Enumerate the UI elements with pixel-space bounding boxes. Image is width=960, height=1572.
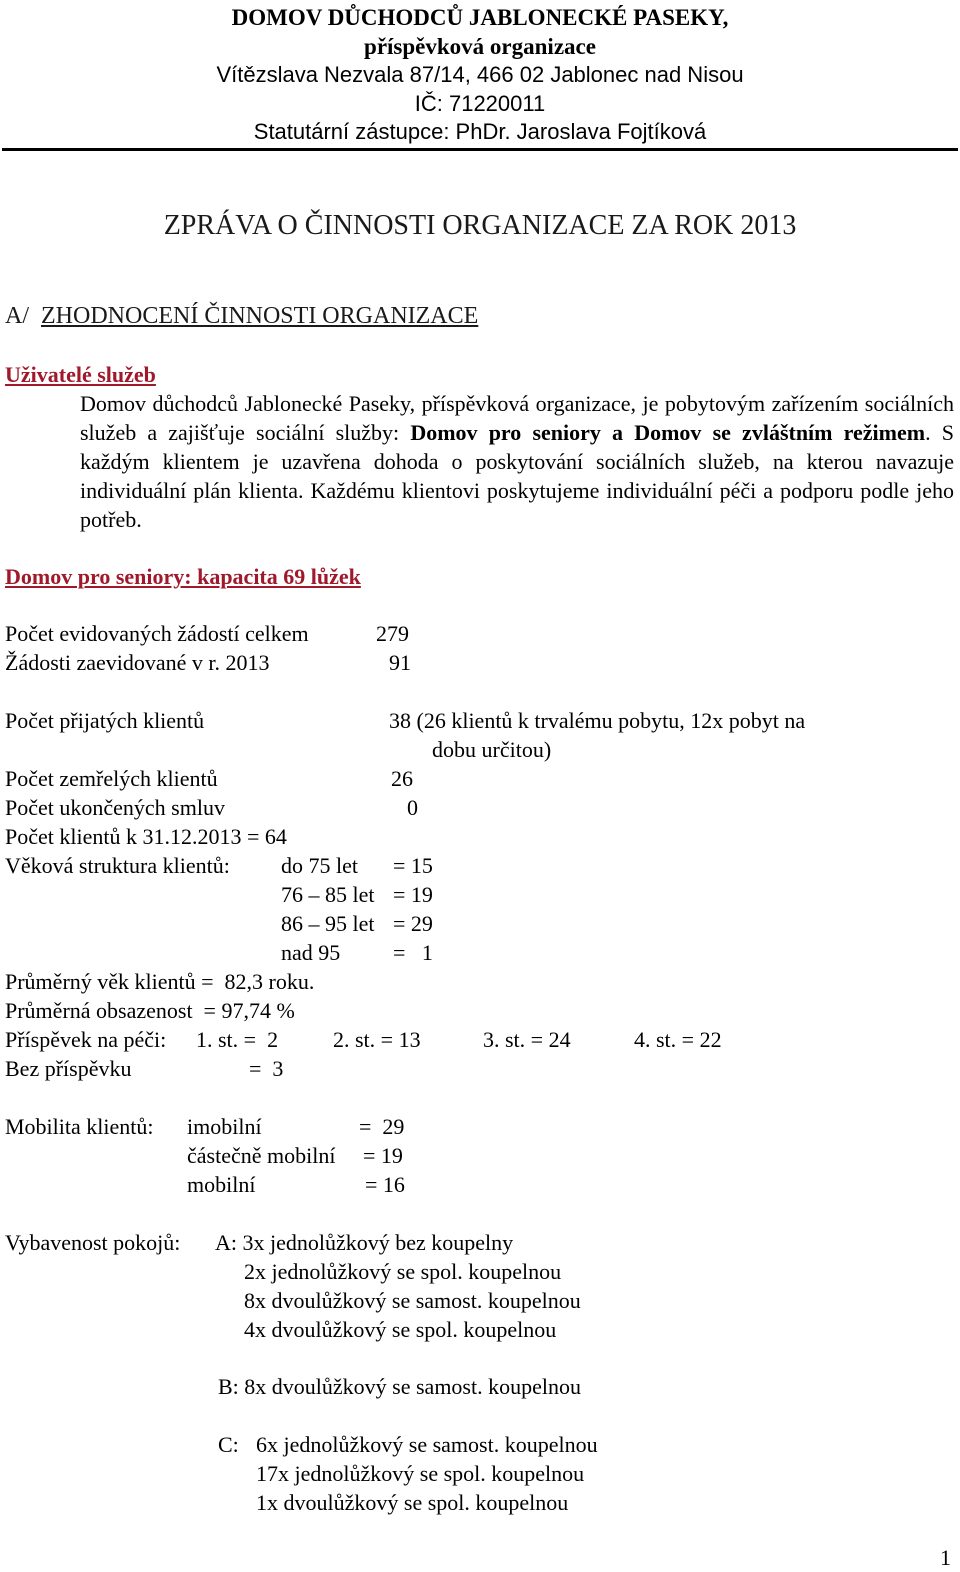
org-ic: IČ: 71220011 xyxy=(414,91,546,116)
section-a-prefix: A/ xyxy=(5,303,29,329)
rooms-a-line: A: 3x jednolůžkový bez koupelny xyxy=(215,1230,514,1255)
section-a-title: ZHODNOCENÍ ČINNOSTI ORGANIZACE xyxy=(41,303,479,329)
users-intro-rest: . S každým klientem je uzavřena dohoda o poskytování sociálních služeb, na kterou navazuje individuální plán klienta. Každému klientovi poskytujeme individuální péči a podporu podle jeho potřeb. xyxy=(80,420,954,532)
age-range: 86 – 95 let xyxy=(281,911,375,936)
care-level: 1. st. = 2 xyxy=(196,1027,279,1052)
header-divider xyxy=(2,148,958,151)
deceased-label: Počet zemřelých klientů xyxy=(5,766,218,791)
requests-year-value: 91 xyxy=(389,650,411,675)
clients-at-date: Počet klientů k 31.12.2013 = 64 xyxy=(5,824,287,849)
average-age: Průměrný věk klientů = 82,3 roku. xyxy=(5,969,315,994)
age-count: = 29 xyxy=(393,911,433,936)
care-level: 4. st. = 22 xyxy=(634,1027,722,1052)
deceased-value: 26 xyxy=(391,766,413,791)
terminated-value: 0 xyxy=(407,795,418,820)
mobility-count: = 16 xyxy=(365,1172,405,1197)
average-occupancy: Průměrná obsazenost = 97,74 % xyxy=(5,998,295,1023)
org-type: příspěvková organizace xyxy=(364,34,596,59)
org-address: Vítězslava Nezvala 87/14, 466 02 Jablonec nad Nisou xyxy=(216,62,744,87)
no-care-value: = 3 xyxy=(249,1056,284,1081)
care-level: 2. st. = 13 xyxy=(333,1027,421,1052)
rooms-c-line: 17x jednolůžkový se spol. koupelnou xyxy=(256,1461,585,1486)
age-range: nad 95 xyxy=(281,940,341,965)
mobility-type: imobilní xyxy=(187,1114,262,1139)
rooms-a-line: 4x dvoulůžkový se spol. koupelnou xyxy=(244,1317,557,1342)
rooms-c-line: 6x jednolůžkový se samost. koupelnou xyxy=(256,1432,598,1457)
rooms-a-line: 2x jednolůžkový se spol. koupelnou xyxy=(244,1259,562,1284)
no-care-label: Bez příspěvku xyxy=(5,1056,132,1081)
page-number: 1 xyxy=(940,1545,951,1570)
admitted-value: 38 (26 klientů k trvalému pobytu, 12x pobyt na xyxy=(389,708,806,733)
care-level: 3. st. = 24 xyxy=(483,1027,571,1052)
age-structure-label: Věková struktura klientů: xyxy=(5,853,230,878)
users-heading: Uživatelé služeb xyxy=(5,362,156,387)
rooms-b-line: B: 8x dvoulůžkový se samost. koupelnou xyxy=(218,1374,581,1399)
section-a-heading xyxy=(5,304,478,328)
age-count: = 19 xyxy=(393,882,433,907)
org-representative: Statutární zástupce: PhDr. Jaroslava Fojtíková xyxy=(253,119,707,144)
requests-total-value: 279 xyxy=(376,621,409,646)
age-range: do 75 let xyxy=(281,853,358,878)
report-title: ZPRÁVA O ČINNOSTI ORGANIZACE ZA ROK 2013 xyxy=(163,210,797,241)
terminated-label: Počet ukončených smluv xyxy=(5,795,225,820)
seniors-heading: Domov pro seniory: kapacita 69 lůžek xyxy=(5,564,361,589)
users-paragraph xyxy=(80,389,954,534)
admitted-value-cont: dobu určitou) xyxy=(432,737,552,762)
mobility-label: Mobilita klientů: xyxy=(5,1114,154,1139)
rooms-c-prefix: C: xyxy=(218,1432,239,1457)
requests-year-label: Žádosti zaevidované v r. 2013 xyxy=(5,650,270,675)
mobility-type: mobilní xyxy=(187,1172,256,1197)
mobility-type: částečně mobilní xyxy=(187,1143,336,1168)
mobility-count: = 29 xyxy=(359,1114,405,1139)
users-intro: Domov důchodců Jablonecké Paseky, příspěvková organizace, je pobytovým zařízením sociálních služeb a zajišťuje sociální služby: xyxy=(80,391,954,445)
requests-total-label: Počet evidovaných žádostí celkem xyxy=(5,621,309,646)
users-intro-bold: Domov pro seniory a Domov se zvláštním režimem xyxy=(410,420,926,445)
age-count: = 15 xyxy=(393,853,433,878)
care-allowance-label: Příspěvek na péči: xyxy=(5,1027,167,1052)
rooms-c-line: 1x dvoulůžkový se spol. koupelnou xyxy=(256,1490,569,1515)
age-count: = 1 xyxy=(393,940,433,965)
age-range: 76 – 85 let xyxy=(281,882,375,907)
mobility-count: = 19 xyxy=(363,1143,403,1168)
rooms-a-line: 8x dvoulůžkový se samost. koupelnou xyxy=(244,1288,581,1313)
admitted-label: Počet přijatých klientů xyxy=(5,708,205,733)
rooms-label: Vybavenost pokojů: xyxy=(5,1230,181,1255)
org-name: DOMOV DŮCHODCŮ JABLONECKÉ PASEKY, xyxy=(231,5,729,30)
